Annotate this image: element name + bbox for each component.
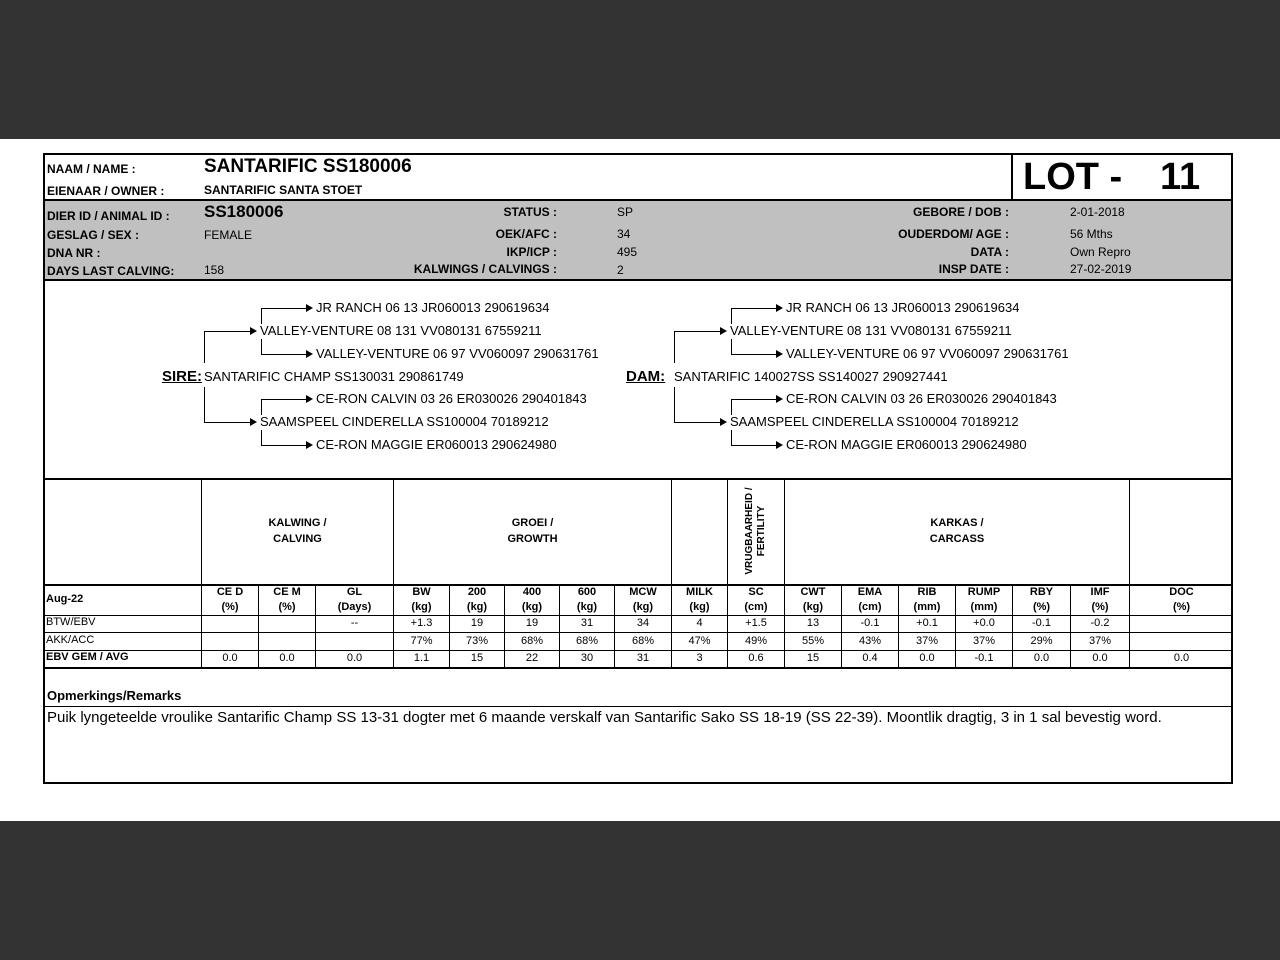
table-cell: -- xyxy=(350,617,359,629)
column-unit: (kg) xyxy=(576,601,598,613)
table-cell: 49% xyxy=(744,635,768,647)
table-cell: 0.4 xyxy=(862,652,878,664)
group-fertility: VRUGBAARHEID / FERTILITY xyxy=(744,487,767,575)
calvings-label: KALWINGS / CALVINGS : xyxy=(413,262,557,276)
column-unit: (Days) xyxy=(337,601,372,613)
table-cell: 13 xyxy=(806,617,820,629)
column-unit: (kg) xyxy=(521,601,543,613)
table-cell: 0.6 xyxy=(748,652,764,664)
table-cell: 19 xyxy=(470,617,484,629)
table-cell: 31 xyxy=(580,617,594,629)
sire-dam: SAAMSPEEL CINDERELLA SS100004 70189212 xyxy=(260,414,549,429)
table-cell: 34 xyxy=(636,617,650,629)
column-header-doc xyxy=(1130,585,1233,615)
dam-dam: SAAMSPEEL CINDERELLA SS100004 70189212 xyxy=(730,414,1019,429)
age-value: 56 Mths xyxy=(1070,227,1113,241)
row-label: EBV GEM / AVG xyxy=(46,651,129,663)
table-cell: 31 xyxy=(636,652,650,664)
column-header-imf xyxy=(1071,585,1129,615)
sire-dam-sire: CE-RON CALVIN 03 26 ER030026 290401843 xyxy=(316,391,587,406)
column-header-cwt xyxy=(785,585,841,615)
column-unit: (%) xyxy=(1091,601,1109,613)
column-name: 600 xyxy=(577,586,597,598)
column-header-mcw xyxy=(615,585,671,615)
group-growth: GROEI / GROWTH xyxy=(507,517,558,545)
lot-box-divider xyxy=(1011,153,1013,200)
column-name: CE M xyxy=(273,586,301,598)
column-header-400 xyxy=(505,585,559,615)
pedigree-divider xyxy=(43,478,1233,480)
table-cell: 30 xyxy=(580,652,594,664)
data-value: Own Repro xyxy=(1070,245,1131,259)
sire-label: SIRE: xyxy=(162,368,203,385)
row-label: BTW/EBV xyxy=(46,616,96,628)
days-last-calving-value: 158 xyxy=(204,263,225,277)
afc-label: OEK/AFC : xyxy=(495,227,557,241)
column-unit: (mm) xyxy=(970,601,998,613)
table-cell: 0.0 xyxy=(919,652,935,664)
table-cell: +1.5 xyxy=(745,617,767,629)
column-name: SC xyxy=(748,586,764,598)
group-carcass: KARKAS / CARCASS xyxy=(929,517,985,545)
table-cell: 4 xyxy=(696,617,703,629)
column-name: EMA xyxy=(857,586,883,598)
column-header-milk xyxy=(672,585,727,615)
header-divider xyxy=(43,199,1233,201)
name-label: NAAM / NAME : xyxy=(47,162,136,176)
column-unit: (cm) xyxy=(858,601,882,613)
table-cell: 68% xyxy=(520,635,544,647)
table-cell: 3 xyxy=(696,652,703,664)
sire-dam-dam: CE-RON MAGGIE ER060013 290624980 xyxy=(316,437,557,452)
column-name: IMF xyxy=(1090,586,1110,598)
dam-label: DAM: xyxy=(626,368,666,385)
table-cell: +0.1 xyxy=(916,617,938,629)
days-last-calving-label: DAYS LAST CALVING: xyxy=(47,264,175,278)
column-name: 200 xyxy=(467,586,487,598)
table-cell: 0.0 xyxy=(346,652,363,664)
column-unit: (%) xyxy=(278,601,296,613)
table-cell: -0.2 xyxy=(1090,617,1110,629)
table-cell: 43% xyxy=(858,635,882,647)
lot-label: LOT - xyxy=(1023,156,1123,198)
column-header-600 xyxy=(560,585,614,615)
column-unit: (mm) xyxy=(913,601,941,613)
afc-value: 34 xyxy=(617,227,631,241)
column-name: RIB xyxy=(917,586,937,598)
animal-id-label: DIER ID / ANIMAL ID : xyxy=(47,209,170,223)
dam-dam-sire: CE-RON CALVIN 03 26 ER030026 290401843 xyxy=(786,391,1057,406)
table-cell: 0.0 xyxy=(222,652,238,664)
column-header-ce-m xyxy=(259,585,315,615)
table-cell: 77% xyxy=(410,635,433,647)
data-label: DATA : xyxy=(970,245,1009,259)
sire-sire: VALLEY-VENTURE 08 131 VV080131 67559211 xyxy=(260,323,542,338)
column-header-ema xyxy=(842,585,898,615)
calvings-value: 2 xyxy=(617,263,624,277)
status-value: SP xyxy=(617,205,634,219)
column-header-rby xyxy=(1013,585,1070,615)
column-unit: (kg) xyxy=(802,601,824,613)
dam-name: SANTARIFIC 140027SS SS140027 290927441 xyxy=(674,369,948,384)
owner-name: SANTARIFIC SANTA STOET xyxy=(204,183,363,197)
table-cell: 22 xyxy=(525,652,539,664)
table-cell: 37% xyxy=(1088,635,1112,647)
table-cell: -0.1 xyxy=(1032,617,1051,629)
table-cell: 47% xyxy=(688,635,711,647)
table-cell: +1.3 xyxy=(410,617,433,629)
table-cell: 0.0 xyxy=(1173,652,1190,664)
dob-label: GEBORE / DOB : xyxy=(912,205,1009,219)
table-cell: -0.1 xyxy=(974,652,994,664)
table-cell: 55% xyxy=(801,635,825,647)
table-cell: 29% xyxy=(1030,635,1053,647)
column-name: DOC xyxy=(1169,586,1194,598)
animal-id-value: SS180006 xyxy=(204,202,284,221)
table-cell: 15 xyxy=(470,652,484,664)
column-header-rib xyxy=(899,585,955,615)
table-cell: 37% xyxy=(972,635,996,647)
sire-sire-sire: JR RANCH 06 13 JR060013 290619634 xyxy=(316,300,550,315)
column-unit: (kg) xyxy=(411,601,432,613)
table-cell: 0.0 xyxy=(1092,652,1108,664)
table-cell: -0.1 xyxy=(860,617,880,629)
table-cell: 15 xyxy=(806,652,820,664)
table-cell: 68% xyxy=(631,635,655,647)
column-unit: (cm) xyxy=(744,601,768,613)
table-cell: +0.0 xyxy=(973,617,995,629)
info-divider xyxy=(43,279,1233,281)
column-name: GL xyxy=(346,586,363,598)
column-header-rump xyxy=(956,585,1012,615)
column-name: MILK xyxy=(686,586,713,598)
column-unit: (kg) xyxy=(632,601,654,613)
owner-label: EIENAAR / OWNER : xyxy=(47,184,165,198)
sex-value: FEMALE xyxy=(204,228,253,242)
sire-name: SANTARIFIC CHAMP SS130031 290861749 xyxy=(204,369,464,384)
dam-dam-dam: CE-RON MAGGIE ER060013 290624980 xyxy=(786,437,1027,452)
column-header-gl xyxy=(316,585,393,615)
table-cell: 73% xyxy=(465,635,489,647)
column-unit: (%) xyxy=(1032,601,1051,613)
dam-sire: VALLEY-VENTURE 08 131 VV080131 67559211 xyxy=(730,323,1012,338)
dam-sire-dam: VALLEY-VENTURE 06 97 VV060097 290631761 xyxy=(786,346,1069,361)
row-label: AKK/ACC xyxy=(46,634,95,646)
column-name: CE D xyxy=(216,586,244,598)
catalogue-card xyxy=(43,153,1233,784)
column-header-200 xyxy=(450,585,504,615)
ebv-period: Aug-22 xyxy=(46,593,84,605)
dna-label: DNA NR : xyxy=(47,246,101,260)
column-unit: (%) xyxy=(221,601,239,613)
remarks-title: Opmerkings/Remarks xyxy=(47,688,182,703)
column-header-sc xyxy=(728,585,784,615)
dob-value: 2-01-2018 xyxy=(1070,205,1125,219)
sire-sire-dam: VALLEY-VENTURE 06 97 VV060097 290631761 xyxy=(316,346,599,361)
column-unit: (kg) xyxy=(689,601,710,613)
column-unit: (%) xyxy=(1172,601,1191,613)
table-cell: 68% xyxy=(575,635,599,647)
column-name: MCW xyxy=(629,586,657,598)
column-header-bw xyxy=(394,585,449,615)
table-cell: 19 xyxy=(525,617,539,629)
table-cell: 37% xyxy=(915,635,939,647)
table-cell: 1.1 xyxy=(413,652,430,664)
column-name: 400 xyxy=(522,586,542,598)
sex-label: GESLAG / SEX : xyxy=(47,228,140,242)
insp-date-value: 27-02-2019 xyxy=(1070,262,1132,276)
age-label: OUDERDOM/ AGE : xyxy=(898,227,1009,241)
animal-name: SANTARIFIC SS180006 xyxy=(204,156,412,177)
lot-number: 11 xyxy=(1160,156,1201,198)
table-cell: 0.0 xyxy=(279,652,295,664)
column-name: BW xyxy=(412,586,431,598)
column-name: CWT xyxy=(800,586,826,598)
icp-value: 495 xyxy=(617,245,638,259)
icp-label: IKP/ICP : xyxy=(506,245,557,259)
column-unit: (kg) xyxy=(466,601,488,613)
status-label: STATUS : xyxy=(503,205,557,219)
insp-date-label: INSP DATE : xyxy=(938,262,1009,276)
column-name: RUMP xyxy=(967,586,1001,598)
column-header-ce-d xyxy=(202,585,258,615)
dam-sire-sire: JR RANCH 06 13 JR060013 290619634 xyxy=(786,300,1020,315)
column-name: RBY xyxy=(1029,586,1054,598)
remarks-text: Puik lyngeteelde vroulike Santarific Champ SS 13-31 dogter met 6 maande verskalf van Santarific Sako SS 18-19 (SS 22-39). Moontlik dragtig, 3 in 1 sal bevestig word. xyxy=(47,709,1162,726)
table-cell: 0.0 xyxy=(1033,652,1050,664)
group-calving: KALWING / CALVING xyxy=(268,517,327,545)
